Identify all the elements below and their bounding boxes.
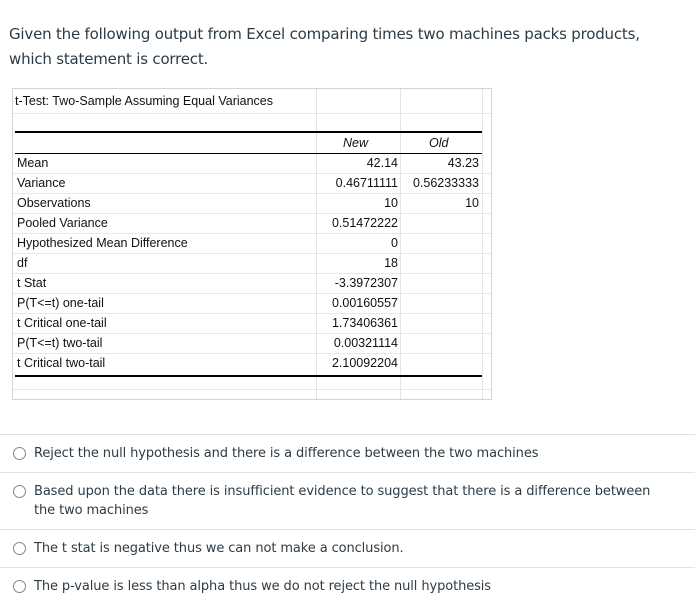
row-label: t Critical one-tail <box>17 316 107 330</box>
row-label: t Stat <box>17 276 47 290</box>
value-new: 0.00321114 <box>333 336 398 350</box>
row-label: Mean <box>17 156 49 170</box>
value-new: 1.73406361 <box>331 316 398 330</box>
radio-button-icon[interactable] <box>13 580 26 593</box>
value-new: 0 <box>391 236 398 250</box>
row-label: df <box>17 256 28 270</box>
answer-option-4[interactable] <box>0 567 695 605</box>
value-old: 43.23 <box>447 156 479 170</box>
column-header-new: New <box>343 136 369 150</box>
excel-output-image <box>12 88 492 400</box>
radio-button-icon[interactable] <box>13 485 26 498</box>
row-label: P(T<=t) one-tail <box>17 296 104 310</box>
row-label: Hypothesized Mean Difference <box>17 236 188 250</box>
value-new: 18 <box>384 256 398 270</box>
row-label: Pooled Variance <box>17 216 108 230</box>
question-text: Given the following output from Excel comparing times two machines packs products, which statement is correct. <box>9 25 640 68</box>
table-row <box>15 334 482 354</box>
answer-option-2[interactable] <box>0 472 695 529</box>
grid-line <box>13 389 491 390</box>
answer-option-3[interactable] <box>0 529 695 567</box>
answer-option-label: Reject the null hypothesis and there is a difference between the two machines <box>34 446 539 461</box>
table-row <box>15 314 482 334</box>
table-row <box>15 214 482 234</box>
value-new: 0.00160557 <box>331 296 398 310</box>
row-label: t Critical two-tail <box>17 356 106 370</box>
table-row <box>15 274 482 294</box>
table-row <box>15 354 482 374</box>
row-label: Observations <box>17 196 91 210</box>
value-new: -3.3972307 <box>334 276 398 290</box>
answer-option-label: The t stat is negative thus we can not make a conclusion. <box>34 541 404 556</box>
answer-options <box>0 434 695 605</box>
radio-button-icon[interactable] <box>13 542 26 555</box>
grid-line <box>13 113 491 114</box>
row-label: P(T<=t) two-tail <box>17 336 103 350</box>
value-new: 10 <box>384 196 398 210</box>
table-row <box>15 254 482 274</box>
table-top-rule <box>15 131 482 133</box>
row-label: Variance <box>17 176 66 190</box>
value-new: 42.14 <box>366 156 398 170</box>
table-title: t-Test: Two-Sample Assuming Equal Variances <box>15 94 273 108</box>
table-row <box>15 154 482 174</box>
table-row <box>15 234 482 254</box>
table-row <box>15 174 482 194</box>
answer-option-label: Based upon the data there is insufficient evidence to suggest that there is a difference between the two machines <box>34 484 651 518</box>
value-old: 0.56233333 <box>412 176 479 190</box>
answer-option-1[interactable] <box>0 434 695 472</box>
value-new: 2.10092204 <box>331 356 398 370</box>
column-header-old: Old <box>429 136 449 150</box>
answer-option-label: The p-value is less than alpha thus we do not reject the null hypothesis <box>34 579 491 594</box>
value-new: 0.46711111 <box>335 176 398 190</box>
value-old: 10 <box>465 196 479 210</box>
value-new: 0.51472222 <box>331 216 398 230</box>
radio-button-icon[interactable] <box>13 447 26 460</box>
table-row <box>15 294 482 314</box>
table-row <box>15 194 482 214</box>
table-bottom-rule <box>15 375 482 377</box>
